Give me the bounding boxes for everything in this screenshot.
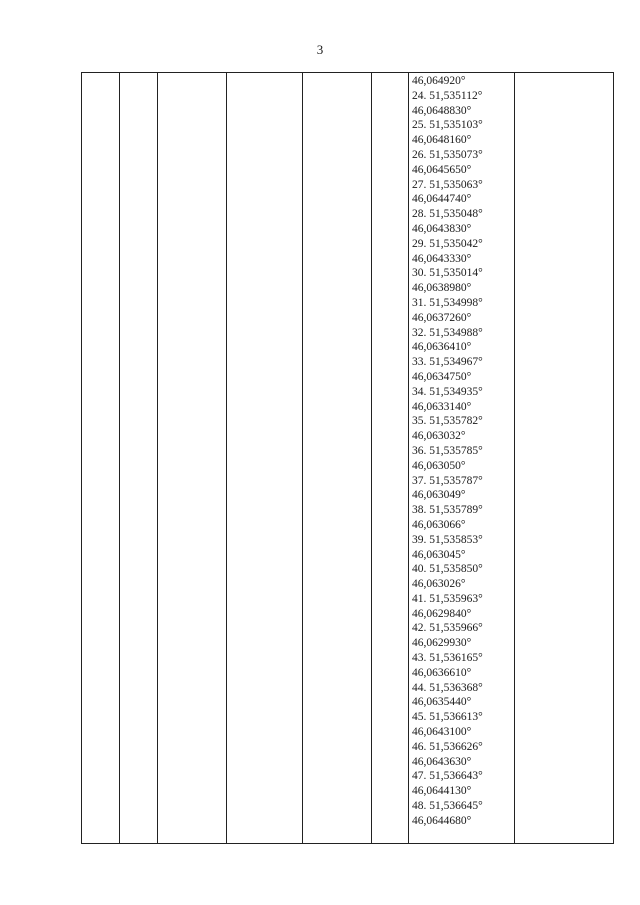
coordinate-line: 46,0643630°: [412, 755, 472, 768]
coordinate-line: 46,0644130°: [412, 785, 472, 798]
coordinate-line: 46,0643100°: [412, 726, 472, 739]
coordinate-line: 46,064920°: [412, 75, 466, 87]
coordinate-line: 46,0638980°: [412, 282, 472, 295]
coordinate-line: 31. 51,534998°: [412, 296, 483, 309]
coordinates-cell: [409, 73, 515, 844]
coordinate-line: 46,0637260°: [412, 311, 472, 324]
coordinate-line: 29. 51,535042°: [412, 237, 483, 250]
coordinate-line: 37. 51,535787°: [412, 474, 483, 487]
coordinate-line: 46,0648160°: [412, 134, 472, 147]
coordinate-line: 36. 51,535785°: [412, 444, 483, 457]
table-cell-col-6: [372, 73, 409, 844]
coordinate-line: 24. 51,535112°: [412, 89, 483, 102]
coordinate-line: 46,063045°: [412, 548, 466, 561]
coordinate-line: 46,063032°: [412, 430, 466, 443]
coordinate-line: 33. 51,534967°: [412, 356, 483, 369]
coordinate-line: 25. 51,535103°: [412, 119, 483, 132]
coordinate-line: 32. 51,534988°: [412, 326, 483, 339]
table-cell-col-2: [120, 73, 158, 844]
coordinate-line: 30. 51,535014°: [412, 267, 483, 280]
coordinate-line: 46. 51,536626°: [412, 740, 483, 753]
coordinate-line: 45. 51,536613°: [412, 711, 483, 724]
coordinate-line: 46,0635440°: [412, 696, 472, 709]
page-number: 3: [316, 42, 324, 57]
coordinate-line: 46,0634750°: [412, 370, 472, 383]
coordinate-line: 40. 51,535850°: [412, 563, 483, 576]
coordinate-line: 46,0629930°: [412, 637, 472, 650]
coordinates-table: [81, 72, 614, 844]
coordinate-line: 43. 51,536165°: [412, 652, 483, 665]
coordinate-line: 27. 51,535063°: [412, 178, 483, 191]
coordinate-line: 39. 51,535853°: [412, 533, 483, 546]
coordinate-line: 46,0636610°: [412, 666, 472, 679]
table-cell-col-1: [82, 73, 120, 844]
coordinate-line: 38. 51,535789°: [412, 504, 483, 517]
coordinate-line: 48. 51,536645°: [412, 800, 483, 813]
table-cell-col-3: [158, 73, 227, 844]
coordinate-line: 46,0648830°: [412, 104, 472, 117]
coordinates-list: [412, 74, 514, 829]
coordinate-line: 46,0633140°: [412, 400, 472, 413]
table-cell-col-8: [515, 73, 614, 844]
table-row: [82, 73, 614, 844]
coordinate-line: 46,0644740°: [412, 193, 472, 206]
coordinate-line: 46,0644680°: [412, 814, 472, 827]
coordinate-line: 26. 51,535073°: [412, 148, 483, 161]
coordinate-line: 46,0645650°: [412, 163, 472, 176]
coordinate-line: 46,0636410°: [412, 341, 472, 354]
coordinate-line: 46,0629840°: [412, 607, 472, 620]
coordinate-line: 42. 51,535966°: [412, 622, 483, 635]
coordinate-line: 46,063066°: [412, 518, 466, 531]
coordinate-line: 41. 51,535963°: [412, 592, 483, 605]
coordinate-line: 47. 51,536643°: [412, 770, 483, 783]
coordinate-line: 34. 51,534935°: [412, 385, 483, 398]
table-cell-col-5: [303, 73, 372, 844]
coordinate-line: 46,063026°: [412, 578, 466, 591]
coordinate-line: 28. 51,535048°: [412, 208, 483, 221]
table-cell-col-4: [227, 73, 303, 844]
coordinate-line: 44. 51,536368°: [412, 681, 483, 694]
coordinate-line: 35. 51,535782°: [412, 415, 483, 428]
coordinate-line: 46,063049°: [412, 489, 466, 502]
coordinate-line: 46,0643830°: [412, 222, 472, 235]
coordinate-line: 46,063050°: [412, 459, 466, 472]
coordinate-line: 46,0643330°: [412, 252, 472, 265]
